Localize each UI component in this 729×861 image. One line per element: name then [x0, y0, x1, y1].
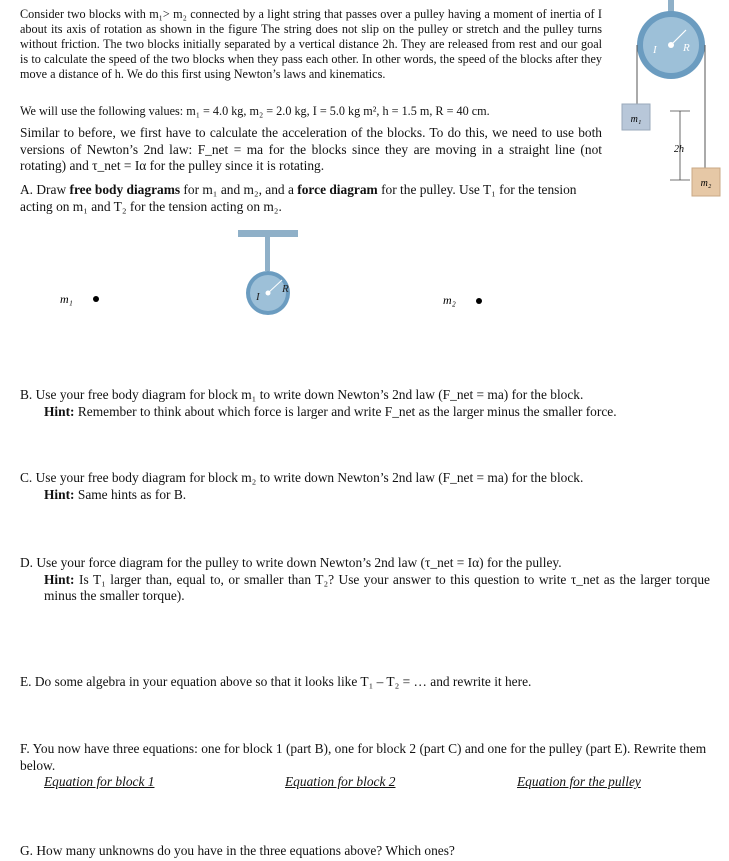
part-a	[20, 182, 610, 215]
dist-label: 2h	[674, 144, 684, 155]
part-b-text: Use your free body diagram for block m₁ to write down Newton’s 2nd law (F_net = ma) for the block.	[35, 387, 584, 402]
fbd-m2-label: m₂	[443, 293, 456, 307]
pulley-i-label-small: I	[256, 291, 260, 303]
given-values	[20, 104, 602, 119]
pulley-r-label: R	[683, 42, 690, 54]
part-e-letter: E.	[20, 674, 32, 689]
part-b	[20, 387, 710, 420]
part-c-hint-label: Hint:	[44, 486, 75, 502]
part-c-text: Use your free body diagram for block m₂ to write down Newton’s 2nd law (F_net = ma) for the block.	[35, 470, 584, 485]
block-m1-label: m₁	[630, 114, 642, 125]
fbd-m2-dot	[476, 298, 482, 304]
eq-block1-label: Equation for block 1	[44, 774, 155, 789]
part-c-hint: Same hints as for B.	[77, 486, 187, 502]
pulley-ceiling	[238, 230, 298, 237]
part-b-letter: B.	[20, 387, 33, 402]
part-e-text: Do some algebra in your equation above so that it looks like T₁ – T₂ = … and rewrite it here.	[34, 674, 532, 689]
part-a-pre: Draw	[36, 182, 70, 197]
eq-pulley-label: Equation for the pulley	[517, 774, 641, 789]
part-a-post: for the pulley. Use T₁ for the tension acting on m₁ and T₂ for the tension acting on m₂.	[20, 182, 577, 214]
part-g-letter: G.	[20, 843, 34, 858]
fbd-m1-label: m₁	[60, 292, 73, 306]
intro-text: Consider two blocks with m₁> m₂ connected by a light string that passes over a pulley having a moment of inertia of I about its axis of rotation as shown in the figure The string does not slip on the pulley or stretch and the pulley turns without friction. The two blocks initially separated by a vertical distance 2h. They are released from rest and our goal is to calculate the speed of the two blocks when they pass each other. In other words, the speed of the blocks after they move a distance of h. We do this first using Newton’s laws and kinematics.	[20, 7, 602, 81]
part-b-hint-label: Hint:	[44, 403, 75, 419]
part-c-letter: C.	[20, 470, 33, 485]
pulley-i-label: I	[653, 44, 657, 56]
part-d	[20, 555, 710, 605]
part-a-figure	[0, 220, 729, 320]
method-paragraph	[20, 125, 602, 175]
intro-paragraph	[20, 7, 602, 82]
part-a-letter: A.	[20, 182, 34, 197]
part-f	[20, 741, 710, 774]
pulley-rod	[265, 237, 270, 271]
part-f-text: You now have three equations: one for block 1 (part B), one for block 2 (part C) and one for the pulley (part E). Rewrite them below.	[20, 741, 707, 773]
part-g-text: How many unknowns do you have in the three equations above? Which ones?	[36, 843, 455, 858]
method-text: Similar to before, we first have to calculate the acceleration of the blocks. To do this, we need to use both versions of Newton’s 2nd law: F_net = ma for the blocks since they are moving in a straight line (not rotating) and τ_net = Iα for the pulley since it is rotating.	[20, 125, 602, 173]
pulley-system-figure	[610, 0, 729, 200]
part-c	[20, 470, 710, 503]
part-f-letter: F.	[20, 741, 30, 756]
pulley-r-label-small: R	[282, 283, 289, 295]
part-a-bold1: free body diagrams	[69, 182, 181, 197]
eq-block2-label: Equation for block 2	[285, 774, 396, 789]
part-a-bold2: force diagram	[297, 182, 378, 197]
part-d-text: Use your force diagram for the pulley to write down Newton’s 2nd law (τ_net = Iα) for the pulley.	[36, 555, 562, 570]
given-values-text: We will use the following values: m₁ = 4.0 kg, m₂ = 2.0 kg, I = 5.0 kg m², h = 1.5 m, R = 40 cm.	[20, 104, 490, 118]
part-d-letter: D.	[20, 555, 34, 570]
block-m2-label: m₂	[700, 178, 712, 189]
part-e	[20, 674, 710, 691]
part-d-hint: Is T₁ larger than, equal to, or smaller than T₂? Use your answer to this question to write τ_net as the larger torque minus the smaller torque).	[44, 571, 710, 603]
part-a-mid: for m₁ and m₂, and a	[180, 182, 298, 197]
part-d-hint-label: Hint:	[44, 571, 75, 587]
part-g	[20, 843, 710, 860]
part-b-hint: Remember to think about which force is larger and write F_net as the larger minus the smaller force.	[77, 403, 617, 419]
fbd-m1-dot	[93, 296, 99, 302]
